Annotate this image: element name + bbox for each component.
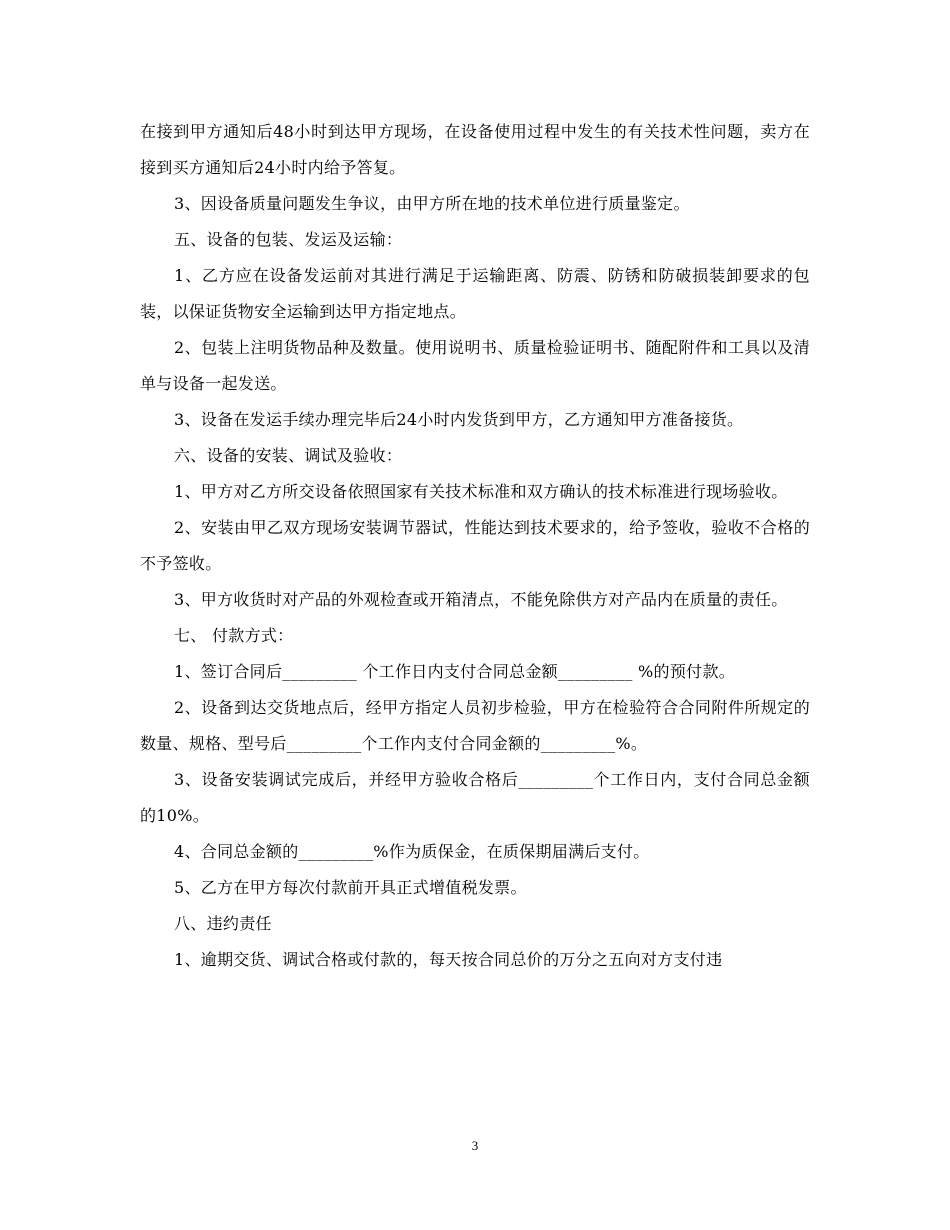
section-heading-payment: 七、 付款方式： [174, 626, 294, 645]
paragraph-inspection-liability: 3、甲方收货时对产品的外观检查或开箱清点，不能免除供方对产品内在质量的责任。 [174, 590, 788, 609]
paragraph-acceptance-payment: 3、设备安装调试完成后，并经甲方验收合格后_________个工作日内，支付合同总金额的10%。 [140, 770, 810, 825]
paragraph-onsite-acceptance: 1、甲方对乙方所交设备依照国家有关技术标准和双方确认的技术标准进行现场验收。 [174, 482, 788, 501]
paragraph-packaging-labels: 2、包装上注明货物品种及数量。使用说明书、质量检验证明书、随配附件和工具以及清单与设备一起发送。 [140, 338, 810, 393]
page-number: 3 [471, 1138, 479, 1153]
paragraph-advance-payment: 1、签订合同后_________ 个工作日内支付合同总金额_________ %的预付款。 [174, 662, 736, 681]
section-heading-installation: 六、设备的安装、调试及验收： [174, 446, 403, 465]
paragraph-invoice: 5、乙方在甲方每次付款前开具正式增值税发票。 [174, 878, 527, 897]
document-body [140, 114, 810, 978]
paragraph-late-penalty: 1、逾期交货、调试合格或付款的，每天按合同总价的万分之五向对方支付违 [174, 950, 723, 969]
paragraph-continuation: 在接到甲方通知后48小时到达甲方现场，在设备使用过程中发生的有关技术性问题，卖方在接到买方通知后24小时内给予答复。 [140, 122, 810, 177]
paragraph-delivery-payment: 2、设备到达交货地点后，经甲方指定人员初步检验，甲方在检验符合合同附件所规定的数量、规格、型号后_________个工作内支付合同金额的_________%。 [140, 698, 810, 753]
paragraph-packaging-requirements: 1、乙方应在设备发运前对其进行满足于运输距离、防震、防锈和防破损装卸要求的包装，以保证货物安全运输到达甲方指定地点。 [140, 266, 810, 321]
paragraph-warranty-deposit: 4、合同总金额的_________%作为质保金，在质保期届满后支付。 [174, 842, 650, 861]
section-heading-liability: 八、违约责任 [174, 914, 272, 933]
paragraph-quality-dispute: 3、因设备质量问题发生争议，由甲方所在地的技术单位进行质量鉴定。 [174, 194, 690, 213]
section-heading-packaging: 五、设备的包装、发运及运输： [174, 230, 403, 249]
paragraph-shipping-notice: 3、设备在发运手续办理完毕后24小时内发货到甲方，乙方通知甲方准备接货。 [174, 410, 744, 429]
paragraph-installation-signoff: 2、安装由甲乙双方现场安装调节器试，性能达到技术要求的，给予签收，验收不合格的不予签收。 [140, 518, 810, 573]
